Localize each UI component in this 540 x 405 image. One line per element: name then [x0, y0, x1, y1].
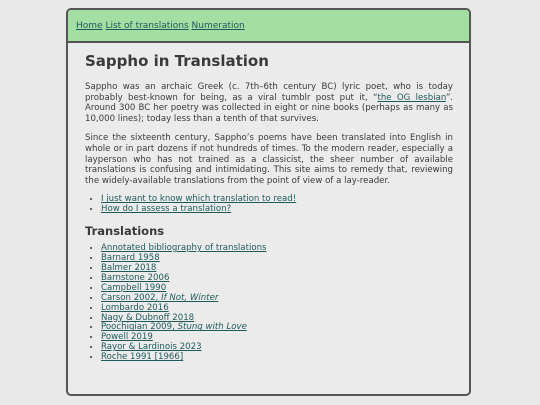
translations-heading: Translations: [85, 224, 165, 239]
translation-link[interactable]: [101, 352, 183, 362]
translation-link[interactable]: [101, 253, 160, 263]
translation-link-text: Roche 1991 [1966]: [101, 352, 184, 363]
translation-link[interactable]: [101, 273, 169, 283]
translation-link[interactable]: [101, 293, 218, 303]
translation-link-text: Lombardo 2016: [101, 302, 169, 313]
translation-link-title: If Not, Winter: [161, 292, 219, 303]
top-nav: [68, 10, 469, 43]
intro-paragraph: [85, 82, 453, 124]
og-lesbian-link[interactable]: the OG lesbian: [377, 92, 446, 103]
purpose-paragraph: Since the sixteenth century, Sappho’s poems have been translated into English in whole or in part dozens if not hundreds of times. To the modern reader, especially a layperson who has not trained as a classicist, the sheer number of available translations is confusing and intimidating. This site aims to remedy that, reviewing the widely-available translations from the point of view of a lay-reader.: [85, 133, 453, 186]
translation-link-text: Nagy & Dubnoff 2018: [101, 312, 195, 323]
translation-link[interactable]: [101, 332, 153, 342]
list-item: [101, 323, 453, 333]
which-translation-link[interactable]: I just want to know which translation to read!: [101, 194, 297, 205]
translation-link[interactable]: [101, 263, 156, 273]
translation-link[interactable]: [101, 313, 194, 323]
translation-link-text: Poochigian 2009,: [101, 322, 178, 333]
translation-link[interactable]: [101, 243, 267, 253]
list-item: [101, 353, 453, 363]
intro-text-end: ”. Around 300 BC her poetry was collected in eight or nine books (perhaps as many as 10,000 lines); today less than a tenth of that survives.: [85, 92, 454, 124]
translation-link-text: Rayor & Lardinois 2023: [101, 342, 202, 353]
main-content: [68, 43, 469, 363]
page-title: Sappho in Translation: [85, 52, 269, 70]
guide-links-list: [85, 195, 453, 215]
list-item: [101, 205, 453, 215]
translation-link[interactable]: [101, 303, 169, 313]
nav-home-link[interactable]: Home: [76, 21, 103, 31]
translation-link-text: Annotated bibliography of translations: [101, 243, 267, 254]
nav-numeration-link[interactable]: Numeration: [191, 21, 245, 31]
page-frame: [66, 8, 471, 396]
translation-link-text: Campbell 1990: [101, 282, 167, 293]
translation-link-text: Balmer 2018: [101, 262, 157, 273]
translation-link-text: Carson 2002,: [101, 292, 162, 303]
assess-translation-link[interactable]: How do I assess a translation?: [101, 204, 232, 215]
intro-text-start: Sappho was an archaic Greek (c. 7th–6th century BC) lyric poet, who is today probably best-known for being, as a viral tumblr post put it, “: [85, 82, 453, 103]
translation-link-text: Barnard 1958: [101, 253, 160, 264]
nav-translations-link[interactable]: List of translations: [105, 21, 189, 31]
translation-link-title: Stung with Love: [177, 322, 247, 333]
translation-link-text: Powell 2019: [101, 332, 153, 343]
translation-link[interactable]: [101, 283, 166, 293]
translation-link[interactable]: [101, 322, 247, 332]
translation-link[interactable]: [101, 342, 202, 352]
translation-link-text: Barnstone 2006: [101, 272, 170, 283]
translations-list: [85, 244, 453, 363]
